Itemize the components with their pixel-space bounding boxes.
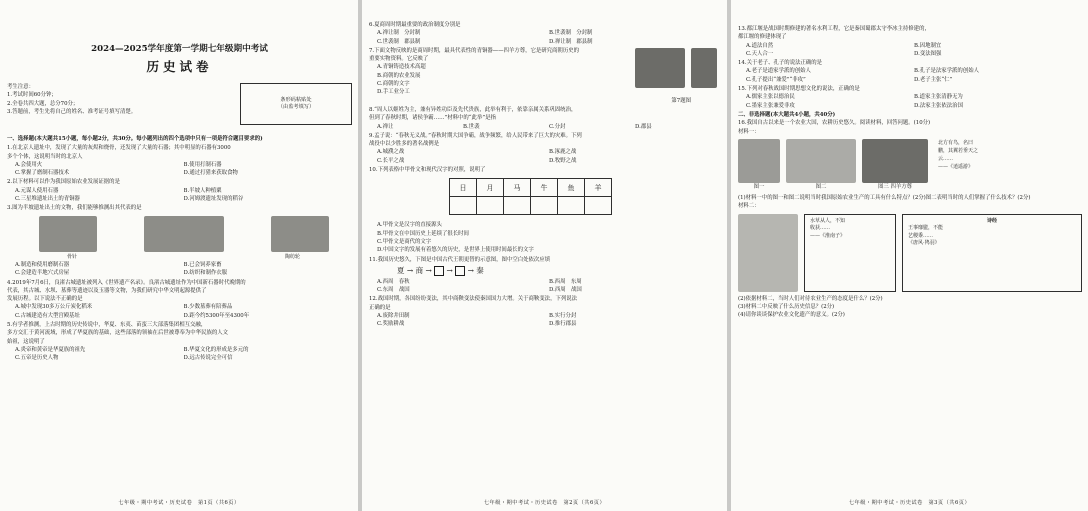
notice-line: 2.全卷共四大题，总分70分； bbox=[7, 100, 79, 107]
option-row bbox=[7, 169, 352, 177]
artifact-image bbox=[39, 216, 97, 252]
question-stem: 1.在北京人遗址中，发现了大量的灰烬和烧骨，还发现了大量的石器；其中明显的石器有3000 bbox=[7, 145, 231, 152]
option: C.奖励耕战 bbox=[377, 321, 405, 328]
option-row bbox=[369, 312, 721, 320]
blank-box bbox=[434, 266, 444, 276]
fig-caption: 骨针 bbox=[66, 253, 77, 260]
quote-line: ——《淮南子》 bbox=[810, 232, 846, 239]
question-stem: 但到了春秋时期，诸侯争霸……”材料中的“此举”是指 bbox=[369, 115, 496, 122]
character-cell: 羊 bbox=[585, 179, 612, 197]
character-cell: 马 bbox=[504, 179, 531, 197]
option: C.三星堆遗址出土的青铜器 bbox=[15, 196, 80, 203]
character-cell: 日 bbox=[450, 179, 477, 197]
option: B.使用打制石器 bbox=[183, 161, 222, 168]
page-footer: 七年级・期中考试・历史试卷 第2页（共6页） bbox=[483, 499, 606, 506]
arrow-icon: → bbox=[423, 265, 435, 275]
option: D.中国文字的发展有着悠久的历史，是世界上使用时间最长的文字 bbox=[377, 247, 534, 254]
section-heading: 二、非选择题(本大题共4小题，共40分) bbox=[738, 111, 836, 118]
question bbox=[7, 204, 352, 277]
question-stem: 多个个体，这说明当时的北京人 bbox=[7, 153, 83, 160]
option: A.元谋人使用石器 bbox=[15, 187, 59, 194]
question-stem: 4.2019年7月6日，良渚古城遗址被列入《世界遗产名录》。良渚古城遗址作为中国新石器时代晚期的 bbox=[7, 279, 246, 286]
notice-area bbox=[7, 83, 352, 125]
option-row bbox=[738, 93, 1082, 101]
option-row bbox=[7, 161, 352, 169]
option: A.废除井田制 bbox=[377, 313, 410, 320]
farming-figure-image bbox=[738, 214, 798, 292]
section-heading: 一、选择题(本大题共15小题，每小题2分，共30分。每小题列出的四个选项中只有一项是符合题目要求的) bbox=[7, 136, 263, 142]
dynasty-sequence bbox=[369, 266, 721, 276]
question-stem: 都江堰的修建体现了 bbox=[738, 34, 787, 41]
option: B.西周 东周 bbox=[549, 278, 582, 285]
fig-caption: 第7题图 bbox=[671, 97, 691, 104]
option-row bbox=[7, 269, 352, 277]
option-row bbox=[369, 320, 721, 328]
option: D.郡县 bbox=[635, 123, 652, 130]
option: D.变法图强 bbox=[914, 50, 942, 57]
option: A.西周 春秋 bbox=[377, 278, 410, 285]
option-row bbox=[738, 102, 1082, 110]
option: D.通过打猎来获取食物 bbox=[183, 170, 238, 177]
barcode-label: 条形码粘贴处 bbox=[280, 97, 312, 103]
option-row bbox=[738, 67, 1082, 75]
option: B.已会饲养家畜 bbox=[183, 261, 222, 268]
tool-image-1 bbox=[738, 139, 780, 183]
character-cell: 鱼 bbox=[558, 179, 585, 197]
character-table bbox=[449, 178, 612, 215]
quote-box bbox=[804, 214, 896, 292]
option-row bbox=[369, 29, 721, 37]
option-row bbox=[7, 195, 352, 203]
arrow-icon: → bbox=[444, 265, 456, 275]
option: D.禅让制 郡县制 bbox=[549, 38, 593, 45]
option: C.东周 战国 bbox=[377, 287, 410, 294]
option: C.会建造半地穴式房屋 bbox=[15, 270, 70, 277]
artifact-image bbox=[144, 216, 224, 252]
question bbox=[369, 132, 721, 165]
question bbox=[7, 279, 352, 320]
option-row bbox=[369, 286, 721, 294]
question-stem: 12.战国时期，各国纷纷变法，其中商鞅变法使秦国国力大增。关于商鞅变法，下列说法 bbox=[369, 296, 578, 303]
option: A.会使用火 bbox=[15, 161, 43, 168]
notice-line: 3.答题前，考生先将自己的姓名、准考证号填写清楚。 bbox=[7, 108, 137, 115]
quote-line: 收获…… bbox=[810, 225, 831, 232]
option: D.手工业分工 bbox=[377, 89, 410, 96]
character-cell bbox=[531, 197, 558, 215]
question-stem: 14.关于老子、孔子的说法正确的是 bbox=[738, 60, 823, 67]
option: A.城中发现30多万公斤炭化稻米 bbox=[15, 304, 93, 311]
character-cell: 月 bbox=[477, 179, 504, 197]
option-row bbox=[7, 261, 352, 269]
option-row bbox=[369, 157, 721, 165]
figure-row bbox=[15, 216, 352, 252]
option: D.牧野之战 bbox=[549, 157, 577, 164]
option: A.甲骨文是汉字的直接源头 bbox=[377, 222, 442, 229]
option: B.世袭 bbox=[463, 123, 480, 130]
fig-caption: 图二 bbox=[815, 183, 827, 190]
exam-page-1 bbox=[0, 0, 358, 511]
option: B.世袭制 分封制 bbox=[549, 30, 593, 37]
option: C.古城建造有大型宫殿基址 bbox=[15, 312, 80, 319]
question-stem: 13.都江堰是战国时期修建的著名水利工程，它是秦国蜀郡太守李冰主持修建的， bbox=[738, 26, 930, 32]
question-stem: 11.我国历史悠久，下图是中国古代王朝更替的示意图，图中空白处依次应填 bbox=[369, 256, 551, 263]
quote-line: 《唐风·鸨羽》 bbox=[908, 240, 940, 247]
question-stem: 5.有学者推测，上古时期的历史传说中，华夏、东夷、苗蛮三大部落集团相互交融， bbox=[7, 322, 207, 329]
question-stem: 多方交汇于黄河流域，形成了华夏族的基础，这些部落的领袖在后世被尊奉为中华民族的人文 bbox=[7, 330, 229, 337]
sub-question: (3)材料二中反映了什么历史信息？(2分) bbox=[738, 304, 835, 311]
sub-question: (1)材料一中的图一和图二说明当时我国原始农业生产的工具有什么特点？(2分)图二表明当时的人们掌握了什么技术？(2分) bbox=[738, 195, 1031, 202]
fig-caption: 图三 四羊方尊 bbox=[877, 183, 913, 190]
character-cell bbox=[477, 197, 504, 215]
question bbox=[738, 59, 1082, 84]
option: A.道法自然 bbox=[746, 42, 774, 49]
character-cell: 牛 bbox=[531, 179, 558, 197]
question bbox=[7, 321, 352, 362]
poem-title: 诗经 bbox=[986, 217, 997, 224]
option: D.老子主张“仁” bbox=[914, 76, 953, 83]
sub-question: (4)请你谈谈保护农业文化遗产的意义。(2分) bbox=[738, 312, 845, 319]
question-stem: 2.以下材料可以作为我国原始农业发展证据的是 bbox=[7, 179, 120, 186]
option: B.实行分封 bbox=[549, 313, 577, 320]
option-row bbox=[738, 42, 1082, 50]
question bbox=[7, 178, 352, 203]
material1-images bbox=[738, 139, 1082, 191]
option: D.远古传说完全可信 bbox=[183, 355, 233, 362]
option: C.甲骨文是商代的文字 bbox=[377, 238, 432, 245]
exam-page-2 bbox=[362, 0, 727, 511]
option-row bbox=[7, 312, 352, 320]
option-row bbox=[369, 123, 721, 131]
exam-page-3 bbox=[731, 0, 1088, 511]
animal-image bbox=[862, 139, 928, 183]
option: D.西周 战国 bbox=[549, 287, 582, 294]
option: A.老子是道家学派的创始人 bbox=[746, 68, 811, 75]
quote-line: 鹏，其翼若垂天之 bbox=[938, 147, 979, 154]
artifact-image bbox=[271, 216, 329, 252]
option-row bbox=[7, 346, 352, 354]
question bbox=[369, 106, 721, 131]
page-footer: 七年级・期中考试・历史试卷 第3页（共6页） bbox=[848, 499, 971, 506]
question-stem: 始祖，这说明了 bbox=[7, 338, 45, 345]
barcode-sub: （由监考填写） bbox=[277, 104, 315, 110]
exam-year-title: 2024—2025学年度第一学期七年级期中考试 bbox=[91, 44, 268, 54]
option: C.分封 bbox=[549, 123, 566, 130]
question-stem: 7.下面文物反映的是商周时期，最具代表性的青铜器——四羊方尊，它是研究商朝历史的 bbox=[369, 47, 579, 54]
fig-caption: 陶纺轮 bbox=[284, 253, 300, 260]
option-row bbox=[369, 148, 721, 156]
option-row bbox=[7, 354, 352, 362]
tool-image-2 bbox=[786, 139, 856, 183]
bronze-vessel-image bbox=[635, 48, 685, 88]
question-list bbox=[7, 144, 352, 362]
option: A.儒家主张以德治民 bbox=[746, 94, 795, 101]
option: B.甲骨文在中国历史上延续了很长时间 bbox=[377, 230, 469, 237]
fig-caption: 图一 bbox=[753, 183, 765, 190]
option: A.城濮之战 bbox=[377, 149, 405, 156]
option: D.法家主张依法治国 bbox=[914, 102, 963, 109]
option: D.距今约5300年至4300年 bbox=[183, 312, 250, 319]
option: B.因地制宜 bbox=[914, 42, 942, 49]
option: B.涿鹿之战 bbox=[549, 149, 577, 156]
option: A.禅让 bbox=[377, 123, 394, 130]
option: B.道家主张清静无为 bbox=[914, 94, 963, 101]
question bbox=[369, 256, 721, 295]
option-row bbox=[738, 76, 1082, 84]
question-stem: 代表，其古城、水坝、墓葬等遗迹以及玉器等文物，为我们研究中华文明起源提供了 bbox=[7, 287, 207, 294]
quote-line: 水草从人，不知 bbox=[810, 217, 846, 224]
question-stem: 重要实物资料。它反映了 bbox=[369, 56, 429, 63]
question bbox=[738, 85, 1082, 110]
arrow-icon: → bbox=[465, 265, 477, 275]
notice-line: 考生注意： bbox=[7, 84, 34, 90]
question-stem: 3.图为半坡遗址出土的文物，我们能够推测出其代表的是 bbox=[7, 205, 142, 212]
option: B.商朝的农业发展 bbox=[377, 72, 421, 79]
quote-line: 云…… bbox=[938, 155, 954, 162]
option: B.孔子是法家学派的创始人 bbox=[914, 68, 979, 75]
character-cell bbox=[450, 197, 477, 215]
material-label: 材料一： bbox=[738, 128, 760, 135]
barcode-box bbox=[240, 83, 352, 125]
question bbox=[738, 25, 1082, 58]
quote-line: ——《逍遥游》 bbox=[938, 163, 974, 170]
option: D.河姆渡遗址发现的稻谷 bbox=[183, 196, 244, 203]
option: C.孔子提出“兼爱”“非攻” bbox=[746, 76, 806, 83]
quote-line: 艺稷黍…… bbox=[908, 232, 934, 239]
option: C.墨家主张兼爱非攻 bbox=[746, 102, 795, 109]
option: D.纺织和制作衣服 bbox=[183, 270, 228, 277]
question bbox=[7, 144, 352, 177]
question-stem: 战役中以少胜多的著名战例是 bbox=[369, 141, 440, 148]
material-label: 材料二： bbox=[738, 203, 760, 210]
question bbox=[369, 295, 721, 328]
character-cell bbox=[504, 197, 531, 215]
quote-line: 北方有鸟，名曰 bbox=[938, 139, 974, 146]
dynasty-name: 商 bbox=[415, 265, 424, 275]
figure-captions bbox=[15, 253, 352, 261]
notice-line: 1.考试时间60分钟； bbox=[7, 92, 57, 99]
option-row bbox=[7, 187, 352, 195]
quote-block bbox=[934, 139, 1082, 191]
option: C.世袭制 郡县制 bbox=[377, 38, 421, 45]
exam-subject-title: 历史试卷 bbox=[146, 59, 213, 74]
option: B.少数墓葬有陪葬品 bbox=[183, 304, 233, 311]
option: C.天人合一 bbox=[746, 50, 774, 57]
poem-box bbox=[902, 214, 1082, 292]
option: C.掌握了磨制石器技术 bbox=[15, 170, 70, 177]
arrow-icon: → bbox=[404, 265, 416, 275]
option-row bbox=[738, 50, 1082, 58]
option: D.推行郡县 bbox=[549, 321, 577, 328]
question-stem: 9.孟子说：“春秋无义战。”春秋时期大国争霸，战争频繁，给人民带来了巨大的灾难。下列 bbox=[369, 132, 582, 139]
option: A.禅让制 分封制 bbox=[377, 30, 421, 37]
option: C.商朝的文字 bbox=[377, 81, 410, 88]
notice-list bbox=[7, 83, 234, 125]
option: B.华夏文化的形成是多元的 bbox=[183, 346, 249, 353]
question-stem: 15.下列对春秋战国时期思想文化的说法，正确的是 bbox=[738, 86, 860, 93]
option: C.五帝是历史人物 bbox=[15, 355, 59, 362]
material2-block bbox=[738, 214, 1082, 292]
vessel-figures bbox=[635, 48, 717, 88]
question-stem: 10.下列表格中甲骨文和现代汉字的对照，说明了 bbox=[369, 167, 486, 174]
quote-line: 王事靡盬，不能 bbox=[908, 225, 944, 232]
dynasty-name: 夏 bbox=[397, 265, 405, 275]
question-stem: 8.“周人以姬姓为主，兼有异姓功臣及先代贵族，此举有利于，依靠亲属关系巩固统治， bbox=[369, 106, 577, 113]
option: A.青铜铸造技术高超 bbox=[377, 64, 426, 71]
option: A.制造和使用磨制石器 bbox=[15, 261, 70, 268]
dynasty-name: 秦 bbox=[476, 265, 484, 275]
character-cell bbox=[558, 197, 585, 215]
page-footer: 七年级・期中考试・历史试卷 第1页（共6页） bbox=[118, 499, 240, 506]
sub-question: (2)依据材料二，当时人们对待农业生产的态度是什么？(2分) bbox=[738, 295, 883, 302]
option-row bbox=[369, 278, 721, 286]
character-cell bbox=[585, 197, 612, 215]
question-stem: 发展历程。以下说法不正确的是 bbox=[7, 296, 83, 303]
blank-box bbox=[455, 266, 465, 276]
question-stem: 6.夏商周时期最重要的政治制度分别是 bbox=[369, 22, 461, 28]
inscription-image bbox=[691, 48, 717, 88]
question bbox=[369, 21, 721, 46]
option: B.半坡人种植粟 bbox=[183, 187, 222, 194]
question-stem: 正确的是 bbox=[369, 304, 391, 311]
question bbox=[369, 166, 721, 254]
option-row bbox=[369, 38, 721, 46]
question-stem: 16.我国自古以来是一个农业大国，农耕历史悠久。阅读材料，回答问题。(10分) bbox=[738, 120, 931, 127]
question-list bbox=[738, 25, 1082, 110]
option: C.长平之战 bbox=[377, 157, 405, 164]
option: A.炎帝和黄帝是华夏族的祖先 bbox=[15, 346, 86, 353]
option-row bbox=[7, 303, 352, 311]
